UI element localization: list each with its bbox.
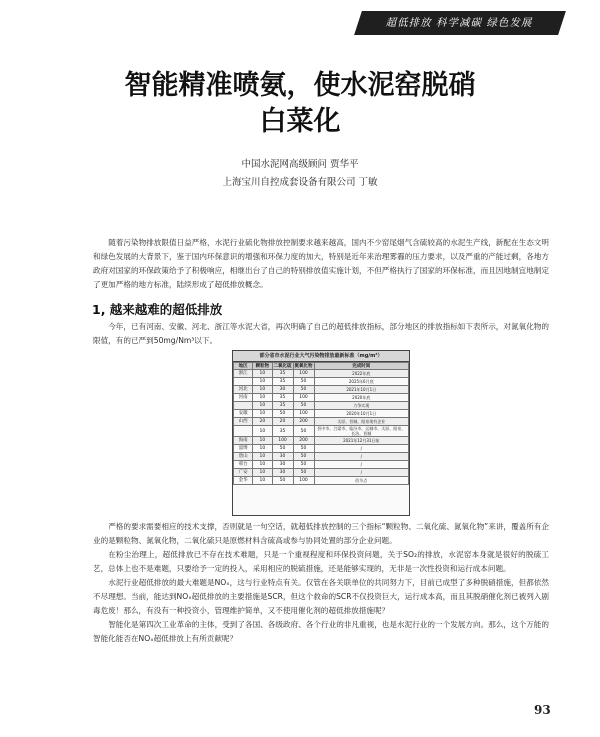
table-cell: 10 — [253, 453, 272, 461]
table-cell: 10 — [253, 386, 272, 394]
table-cell: 50 — [272, 445, 293, 453]
table-row — [234, 418, 409, 426]
author-line-2: 上海宝川自控成套设备有限公司 丁敏 — [222, 177, 378, 188]
table-cell: 河北 — [234, 386, 253, 394]
article-title-line-2: 白菜化 — [259, 106, 341, 137]
table-cell: / — [314, 461, 409, 469]
table-header-row — [234, 363, 409, 370]
intro-text: 随着污染物排放限值日益严格，水泥行业硫化物排放控制要求越来越高，国内不少窑尾烟气含硫较高的水泥生产线，新配在生态文明和绿色发展的大背景下，鉴于国内环保意识的增强和环保力度的加大，特别是近年来治理雾霾的压力要求，以及严重的产能过剩，各地方政府对国家的环保政策给予了积极响应，相继出台了自己的特别排放值实施计划，不但严格执行了国家的环保标准，而且因地制宜地制定了更加严格的地方标准，陆续形成了超低排放概念。 — [93, 238, 549, 289]
page-number: 93 — [534, 703, 551, 717]
table-cell: 10 — [253, 410, 272, 418]
table-header-cell: 地区 — [234, 363, 253, 370]
table-cell: 2020年底 — [314, 394, 409, 402]
table-cell: 邢台 — [234, 461, 253, 469]
table-cell: 50 — [293, 461, 314, 469]
table-cell: 100 — [293, 370, 314, 378]
table-header-cell: 氮氧化物 — [294, 363, 313, 369]
table-cell: 安徽 — [234, 410, 253, 418]
table-row — [234, 453, 409, 461]
table-cell: 35 — [272, 378, 293, 386]
table-row — [234, 394, 409, 402]
table-cell: 50 — [293, 426, 314, 437]
table-cell: 20 — [253, 418, 272, 426]
table-cell: 30 — [272, 453, 293, 461]
table-cell: 50 — [272, 477, 293, 485]
table-cell: 35 — [272, 370, 293, 378]
table-cell: 2021年12月31日前 — [314, 437, 409, 445]
table-grid — [233, 362, 409, 485]
table-cell: 西节点 — [314, 477, 409, 485]
table-cell: 100 — [293, 394, 314, 402]
table-cell — [234, 402, 253, 410]
table-row — [234, 370, 409, 378]
table-cell: 100 — [272, 437, 293, 445]
table-cell: 2020年10月1日 — [314, 410, 409, 418]
table-cell: 晋中市、吕梁市、临汾市、运城市、太原、阳泉、长治、晋城 — [314, 426, 409, 437]
table-cell: 10 — [253, 378, 272, 386]
table-cell: / — [314, 445, 409, 453]
table-cell: 50 — [293, 469, 314, 477]
intro-paragraph — [93, 236, 549, 292]
table-cell — [234, 378, 253, 386]
table-row — [234, 386, 409, 394]
table-cell: 50 — [293, 378, 314, 386]
table-row — [234, 426, 409, 437]
table-cell: 10 — [253, 469, 272, 477]
table-cell: 50 — [293, 402, 314, 410]
table-cell: 广安 — [234, 469, 253, 477]
table-cell — [234, 426, 253, 437]
table-cell: 50 — [272, 410, 293, 418]
article-title — [0, 68, 600, 140]
table-cell: 35 — [272, 402, 293, 410]
table-cell: 太原、晋城、阳泉现有企业 — [314, 418, 409, 426]
table-header-cell: 颗粒物 — [253, 363, 272, 370]
table-cell: 10 — [253, 402, 272, 410]
header-banner-text: 超低排放 科学减碳 绿色发展 — [385, 17, 533, 29]
table-cell: 30 — [272, 386, 293, 394]
table-cell: 淄博 — [234, 445, 253, 453]
author-line-1: 中国水泥网高级顾问 贾华平 — [241, 159, 359, 170]
table-cell: 35 — [272, 426, 293, 437]
table-cell: 10 — [253, 426, 272, 437]
table-cell: 35 — [272, 394, 293, 402]
table-title: 部分省市水泥行业大气污染物排放最新标准（mg/m³） — [233, 351, 409, 362]
table-cell: 10 — [253, 370, 272, 378]
body-paragraphs — [93, 520, 549, 646]
table-row — [234, 477, 409, 485]
table-cell: 50 — [293, 386, 314, 394]
table-cell: 20 — [272, 418, 293, 426]
emission-standards-table — [232, 350, 410, 516]
article-title-line-1: 智能精准喷氨，使水泥窑脱硝 — [124, 70, 476, 101]
table-header-cell: 完成时间 — [314, 363, 409, 370]
table-cell: 10 — [253, 461, 272, 469]
table-cell: 100 — [293, 410, 314, 418]
table-cell: 2021年10月1日 — [314, 386, 409, 394]
table-cell: 河南 — [234, 394, 253, 402]
paragraph-4: 水泥行业超低排放的最大难题是NOₓ，这与行业特点有关。仅管在各关联单位的共同努力下，目前已成型了多种脱硝措施，但都依然不尽理想。当前，能达到NOₓ超低排放的主要措施是SCR，但这个救命的SCR不仅投资巨大，运行成本高，而且其脱硝催化剂已被列入剧毒危废！那么，有没有一种投资小，管理维护简单，又不使用催化剂的超低排放措施呢？ — [93, 578, 549, 615]
paragraph-3: 在粉尘治理上，超低排放已不存在技术难题，只是一个重视程度和环保投资问题，关于SO₂的排放，水泥窑本身就是很好的脱硫工艺，总体上也不是难题，只要给予一定的投入，采用相应的脱硫措施，还是能够实现的，无非是一次性投资和运行成本问题。 — [93, 550, 549, 573]
table-cell: 10 — [253, 445, 272, 453]
table-cell: 10 — [253, 477, 272, 485]
table-cell: 50 — [293, 453, 314, 461]
section1-text: 今年，已有河南、安徽、河北、浙江等水泥大省，再次明确了自己的超低排放指标，部分地区的排放指标如下表所示，对氮氧化物的限值，有的已严到50mg/Nm³以下。 — [93, 322, 549, 345]
table-cell: 50 — [293, 445, 314, 453]
table-cell: 200 — [293, 418, 314, 426]
table-row — [234, 461, 409, 469]
table-cell: 金华 — [234, 477, 253, 485]
table-cell: 30 — [272, 461, 293, 469]
table-header-cell: 二氧化硫 — [273, 363, 292, 369]
section-heading: 1, 越来越难的超低排放 — [92, 302, 223, 317]
table-cell: 唐山 — [234, 453, 253, 461]
table-cell: 浙江 — [234, 370, 253, 378]
table-cell: 200 — [293, 437, 314, 445]
table-cell: 2022年底 — [314, 370, 409, 378]
table-cell: 山西 — [234, 418, 253, 426]
table-cell: 10 — [253, 394, 272, 402]
table-row — [234, 402, 409, 410]
table-cell: 海南 — [234, 437, 253, 445]
table-row — [234, 437, 409, 445]
table-cell: 30 — [272, 469, 293, 477]
section1-paragraph — [93, 320, 549, 348]
table-row — [234, 445, 409, 453]
table-row — [234, 378, 409, 386]
table-cell: 2025年6月底 — [314, 378, 409, 386]
table-cell: 100 — [293, 477, 314, 485]
paragraph-2: 严格的要求需要相应的技术支撑，否则就是一句空话，就超低排放控制的三个指标“颗粒物、二氧化硫、氮氧化物”来讲，覆盖所有企业的是颗粒物、氮氧化物，二氧化硫只是原燃材料含硫高或参与协同处置的部分企业问题。 — [93, 522, 549, 545]
table-cell: 10 — [253, 437, 272, 445]
table-row — [234, 410, 409, 418]
paragraph-5: 智能化是第四次工业革命的主体，受到了各国、各级政府、各个行业的非凡重视，也是水泥行业的一个发展方向。那么，这个万能的智能化能否在NOₓ超低排放上有所贡献呢？ — [93, 620, 549, 643]
table-cell: / — [314, 453, 409, 461]
table-cell: / — [314, 469, 409, 477]
table-row — [234, 469, 409, 477]
table-cell: 力争实现 — [314, 402, 409, 410]
